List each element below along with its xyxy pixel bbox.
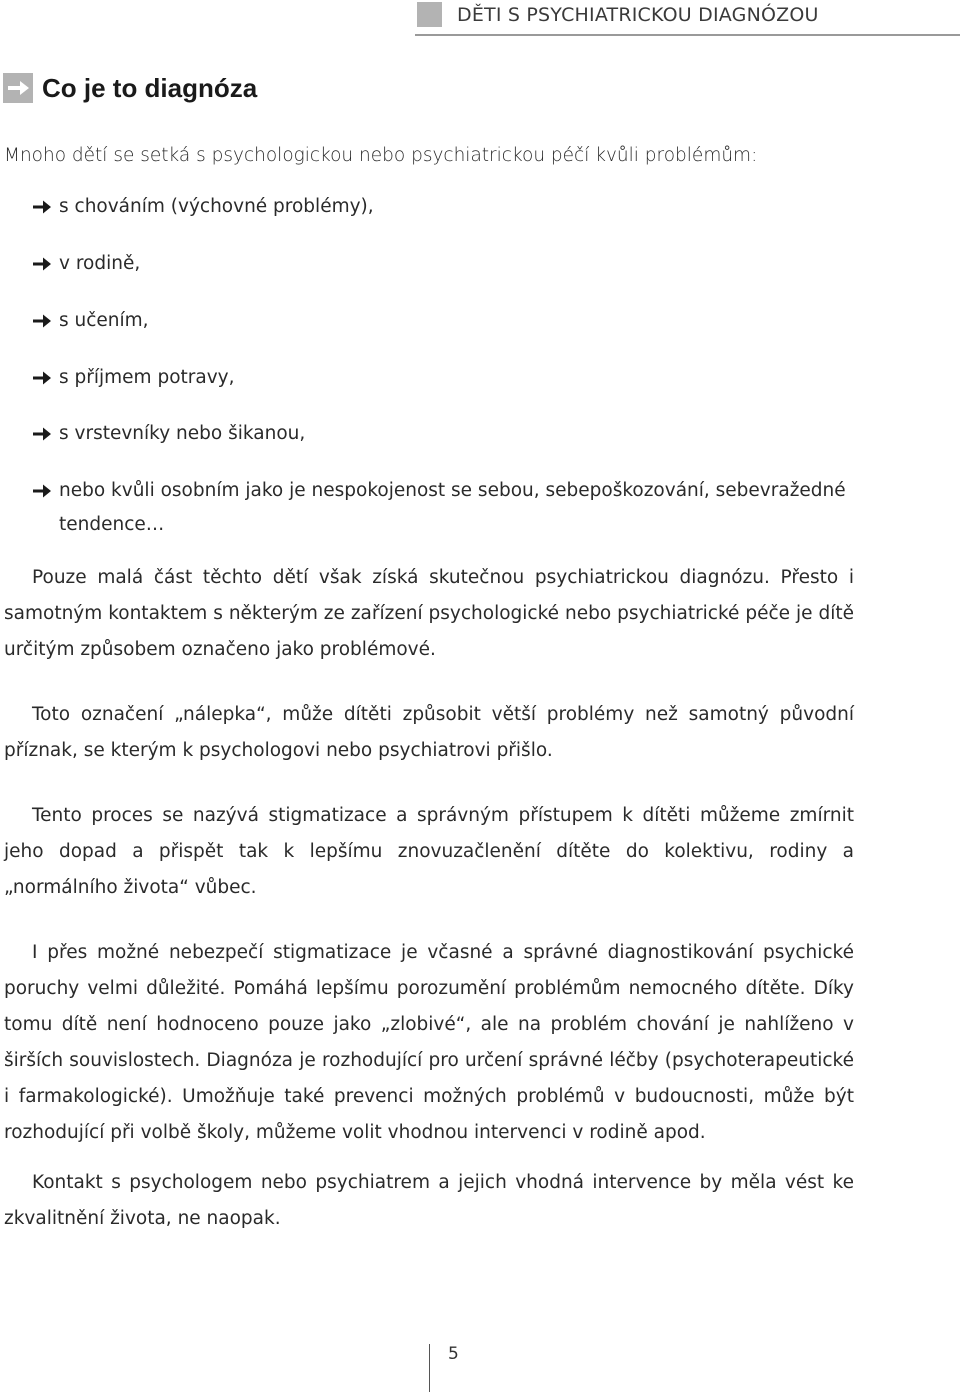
section-title: Co je to diagnóza (42, 72, 258, 103)
body-paragraph: Toto označení „nálepka“, může dítěti způsobit větší problémy než samotný původní příznak, se kterým k psychologovi nebo psychiatrovi přišlo. (4, 704, 854, 761)
list-item-text: nebo kvůli osobním jako je nespokojenost se sebou, sebepoškozování, sebevražedné tendence… (59, 480, 846, 535)
list-item (32, 304, 862, 338)
arrow-right-icon (32, 474, 54, 508)
list-item (32, 474, 862, 542)
arrow-right-icon (32, 304, 54, 338)
page-number-rule (429, 1344, 430, 1392)
list-item (32, 361, 862, 395)
section-heading (3, 70, 257, 106)
body-paragraph: Kontakt s psychologem nebo psychiatrem a jejich vhodná intervence by měla vést ke zkvalitnění života, ne naopak. (4, 1172, 854, 1229)
arrow-right-icon (32, 190, 54, 224)
list-item-text: v rodině, (59, 253, 141, 274)
list-item-text: s chováním (výchovné problémy), (59, 196, 374, 217)
body-paragraph: I přes možné nebezpečí stigmatizace je včasné a správné diagnostikování psychické poruchy velmi důležité. Pomáhá lepšímu porozumění problémům nemocného dítěte. Díky tomu dítě není hodnoceno pouze jako „zlobivé“, ale na problém chování je nahlíženo v širších souvislostech. Diagnóza je rozhodující pro určení správné léčby (psychoterapeutické i farmakologické). Umožňuje také prevenci možných problémů v budoucnosti, může být rozhodující při volbě školy, můžeme volit vhodnou intervenci v rodině apod. (4, 942, 854, 1143)
intro-text: Mnoho dětí se setká s psychologickou nebo psychiatrickou péčí kvůli problémům: (4, 145, 758, 166)
arrow-right-icon (32, 417, 54, 451)
list-item-text: s příjmem potravy, (59, 367, 235, 388)
arrow-right-box-icon (3, 73, 33, 103)
body-paragraph: Tento proces se nazývá stigmatizace a správným přístupem k dítěti můžeme zmírnit jeho dopad a přispět tak k lepšímu znovuzačlenění dítěte do kolektivu, rodiny a „normálního života“ vůbec. (4, 805, 854, 898)
running-title: DĚTI S PSYCHIATRICKOU DIAGNÓZOU (457, 4, 819, 26)
list-item (32, 190, 862, 224)
list-item (32, 417, 862, 451)
list-item-text: s vrstevníky nebo šikanou, (59, 423, 306, 444)
page-number: 5 (448, 1344, 459, 1364)
arrow-right-icon (32, 361, 54, 395)
arrow-right-icon (32, 247, 54, 281)
running-header (415, 0, 960, 36)
body-paragraph: Pouze malá část těchto dětí však získá skutečnou psychiatrickou diagnózu. Přesto i samotným kontaktem s některým ze zařízení psychologické nebo psychiatrické péče je dítě určitým způsobem označeno jako problémové. (4, 567, 854, 660)
header-square-decoration (417, 2, 442, 27)
list-item (32, 247, 862, 281)
list-item-text: s učením, (59, 310, 149, 331)
